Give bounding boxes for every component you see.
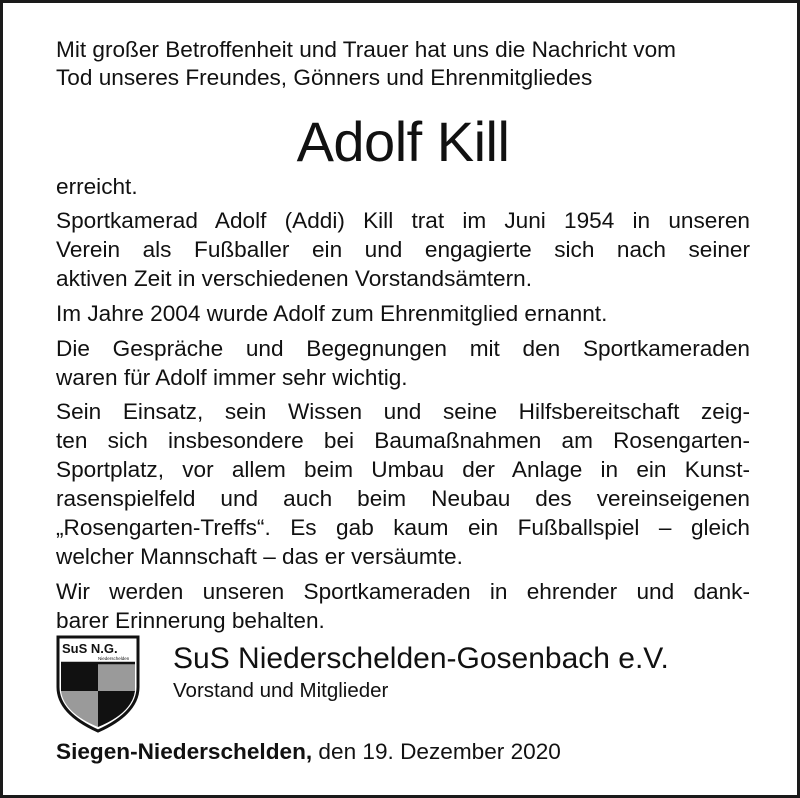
paragraph (56, 300, 750, 329)
text-line: barer Erinnerung behalten. (56, 607, 325, 633)
text-line: Sportplatz, vor allem beim Umbau der Anlage in ein Kunst- (56, 457, 750, 483)
text-line: Sportkamerad Adolf (Addi) Kill trat im Juni 1954 in unseren (56, 208, 750, 233)
paragraph (56, 207, 750, 294)
paragraph (56, 335, 750, 393)
text-line: rasenspielfeld und auch beim Neubau des vereinseigenen (56, 486, 750, 512)
text-line: waren für Adolf immer sehr wichtig. (56, 364, 408, 390)
crest-quadrant-dark (61, 663, 98, 691)
intro-line: Mit großer Betroffenheit und Trauer hat uns die Nachricht vom (56, 37, 676, 62)
text-line: Die Gespräche und Begegnungen mit den Sportkameraden (56, 335, 750, 361)
crest-quadrant-grey (98, 663, 135, 691)
paragraph (56, 398, 750, 571)
reached-text: erreicht. (56, 174, 138, 199)
text-line: „Rosengarten-Treffs“. Es gab kaum ein Fußballspiel – gleich (56, 515, 750, 541)
deceased-name: Adolf Kill (296, 110, 510, 173)
obituary-body (56, 207, 750, 642)
intro-line: Tod unseres Freundes, Gönners und Ehrenmitgliedes (56, 65, 593, 90)
text-line: Wir werden unseren Sportkameraden in ehrender und dank- (56, 578, 750, 604)
club-crest-logo (56, 635, 140, 733)
text-line: Sein Einsatz, sein Wissen und seine Hilfsbereitschaft zeig- (56, 399, 750, 425)
club-subline: Vorstand und Mitglieder (173, 679, 389, 702)
footer-date: den 19. Dezember 2020 (312, 739, 561, 764)
footer-place-date (56, 737, 561, 767)
text-line: ten sich insbesondere bei Baumaßnahmen am Rosengarten- (56, 428, 750, 454)
club-name: SuS Niederschelden-Gosenbach e.V. (173, 642, 669, 675)
text-line: welcher Mannschaft – das er versäumte. (56, 543, 463, 569)
footer-place: Siegen-Niederschelden, (56, 739, 313, 764)
text-line: Im Jahre 2004 wurde Adolf zum Ehrenmitglied ernannt. (56, 300, 608, 326)
crest-subtext: Niederschelden (98, 656, 130, 661)
intro-text (56, 36, 756, 92)
paragraph (56, 578, 750, 636)
text-line: Verein als Fußballer ein und engagierte sich nach seiner (56, 236, 750, 262)
text-line: aktiven Zeit in verschiedenen Vorstandsämtern. (56, 265, 532, 291)
crest-text: SuS N.G. (62, 641, 118, 656)
